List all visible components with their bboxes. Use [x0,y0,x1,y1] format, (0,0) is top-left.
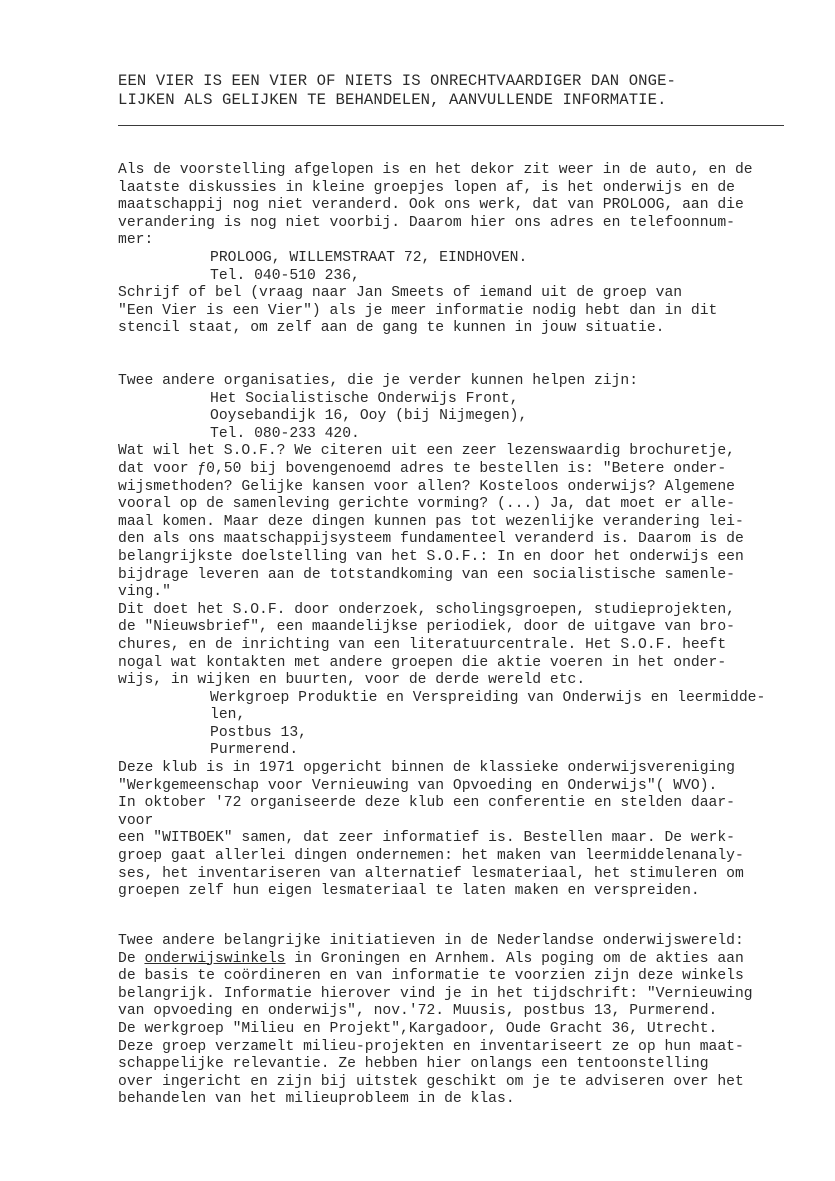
paragraph-line: Schrijf of bel (vraag naar Jan Smeets of iemand uit de groep van [118,285,683,302]
address-line: Het Socialistische Onderwijs Front, [210,390,519,407]
paragraph-line: mer: [118,232,154,249]
paragraph-line: wijsmethoden? Gelijke kansen voor allen? Kosteloos onderwijs? Algemene [118,478,735,495]
paragraph-line: den als ons maatschappijsysteem fundamenteel veranderd is. Daarom is de [118,531,744,548]
paragraph-line: Dit doet het S.O.F. door onderzoek, scholingsgroepen, studieprojekten, [118,601,735,618]
address-line: Ooysebandijk 16, Ooy (bij Nijmegen), [210,408,528,425]
paragraph-line: Wat wil het S.O.F.? We citeren uit een zeer lezenswaardig brochuretje, [118,443,735,460]
paragraph-line: vooral op de samenleving gerichte vorming? (...) Ja, dat moet er alle- [118,496,735,513]
section-proloog-contact [118,162,818,338]
paragraph-line: behandelen van het milieuprobleem in de klas. [118,1091,515,1108]
paragraph-line: voor [118,812,154,829]
paragraph-lines [118,968,818,1109]
paragraph-line: ving." [118,584,171,601]
section-organisaties [118,373,818,901]
paragraph-line: laatste diskussies in kleine groepjes lopen af, is het onderwijs en de [118,179,735,196]
text-fragment: in Groningen en Arnhem. Als poging om de akties aan [285,950,744,967]
address-line: PROLOOG, WILLEMSTRAAT 72, EINDHOVEN. [210,249,528,266]
paragraph-line: chures, en de inrichting van een literatuurcentrale. Het S.O.F. heeft [118,636,727,653]
paragraph-line: belangrijkste doelstelling van het S.O.F.: In en door het onderwijs een [118,548,744,565]
paragraph-line [118,951,818,969]
paragraph-line: de basis te coördineren en van informatie te voorzien zijn deze winkels [118,968,744,985]
paragraph-line: een "WITBOEK" samen, dat zeer informatief is. Bestellen maar. De werk- [118,830,735,847]
paragraph-line: ses, het inventariseren van alternatief lesmateriaal, het stimuleren om [118,865,744,882]
paragraph-line: "Een Vier is een Vier") als je meer informatie nodig hebt dan in dit [118,302,718,319]
paragraph-line: De werkgroep "Milieu en Projekt",Kargadoor, Oude Gracht 36, Utrecht. [118,1020,718,1037]
paragraph-line: In oktober '72 organiseerde deze klub een conferentie en stelden daar- [118,795,735,812]
address-line: Purmerend. [210,742,299,759]
text-fragment: De [118,950,145,967]
address-line: len, [210,707,246,724]
paragraph-line: nogal wat kontakten met andere groepen die aktie voeren in het onder- [118,654,727,671]
paragraph-line: maal komen. Maar deze dingen kunnen pas tot wezenlijke verandering lei- [118,513,744,530]
paragraph-line: van opvoeding en onderwijs", nov.'72. Muusis, postbus 13, Purmerend. [118,1003,718,1020]
paragraph-line: Deze groep verzamelt milieu-projekten en inventariseert ze op hun maat- [118,1038,744,1055]
address-line: Werkgroep Produktie en Verspreiding van Onderwijs en leermidde- [210,689,766,706]
document-title [118,72,798,110]
paragraph-line: belangrijk. Informatie hierover vind je in het tijdschrift: "Vernieuwing [118,985,753,1002]
address-line: Tel. 080-233 420. [210,425,360,442]
address-line: Postbus 13, [210,724,307,741]
paragraph-line: Twee andere belangrijke initiatieven in de Nederlandse onderwijswereld: [118,933,744,949]
paragraph-line: verandering is nog niet voorbij. Daarom hier ons adres en telefoonnum- [118,214,735,231]
paragraph-line: Als de voorstelling afgelopen is en het dekor zit weer in de auto, en de [118,162,753,178]
paragraph-line: stencil staat, om zelf aan de gang te kunnen in jouw situatie. [118,320,665,337]
paragraph-line: Twee andere organisaties, die je verder kunnen helpen zijn: [118,373,639,389]
paragraph-line: Deze klub is in 1971 opgericht binnen de klassieke onderwijsvereniging [118,760,735,777]
paragraph-line: de "Nieuwsbrief", een maandelijkse periodiek, door de uitgave van bro- [118,619,735,636]
title-line-2: LIJKEN ALS GELIJKEN TE BEHANDELEN, AANVULLENDE INFORMATIE. [118,91,667,109]
paragraph-line: maatschappij nog niet veranderd. Ook ons werk, dat van PROLOOG, aan die [118,197,744,214]
paragraph-line: "Werkgemeenschap voor Vernieuwing van Opvoeding en Onderwijs"( WVO). [118,777,718,794]
paragraph-line: dat voor ƒ0,50 bij bovengenoemd adres te bestellen is: "Betere onder- [118,460,727,477]
paragraph-line: bijdrage leveren aan de totstandkoming van een socialistische samenle- [118,566,735,583]
onderwijswinkels-underlined: onderwijswinkels [144,950,286,967]
paragraph-line: schappelijke relevantie. Ze hebben hier onlangs een tentoonstelling [118,1056,709,1073]
paragraph-line: groep gaat allerlei dingen ondernemen: het maken van leermiddelenanaly- [118,848,744,865]
address-line: Tel. 040-510 236, [210,267,360,284]
paragraph-line: wijs, in wijken en buurten, voor de derde wereld etc. [118,672,586,689]
title-line-1: EEN VIER IS EEN VIER OF NIETS IS ONRECHTVAARDIGER DAN ONGE- [118,72,677,90]
paragraph-line: groepen zelf hun eigen lesmateriaal te laten maken en verspreiden. [118,883,700,900]
section-initiatieven [118,933,818,1109]
paragraph-line: over ingericht en zijn bij uitstek geschikt om je te adviseren over het [118,1073,744,1090]
title-divider [118,125,784,126]
